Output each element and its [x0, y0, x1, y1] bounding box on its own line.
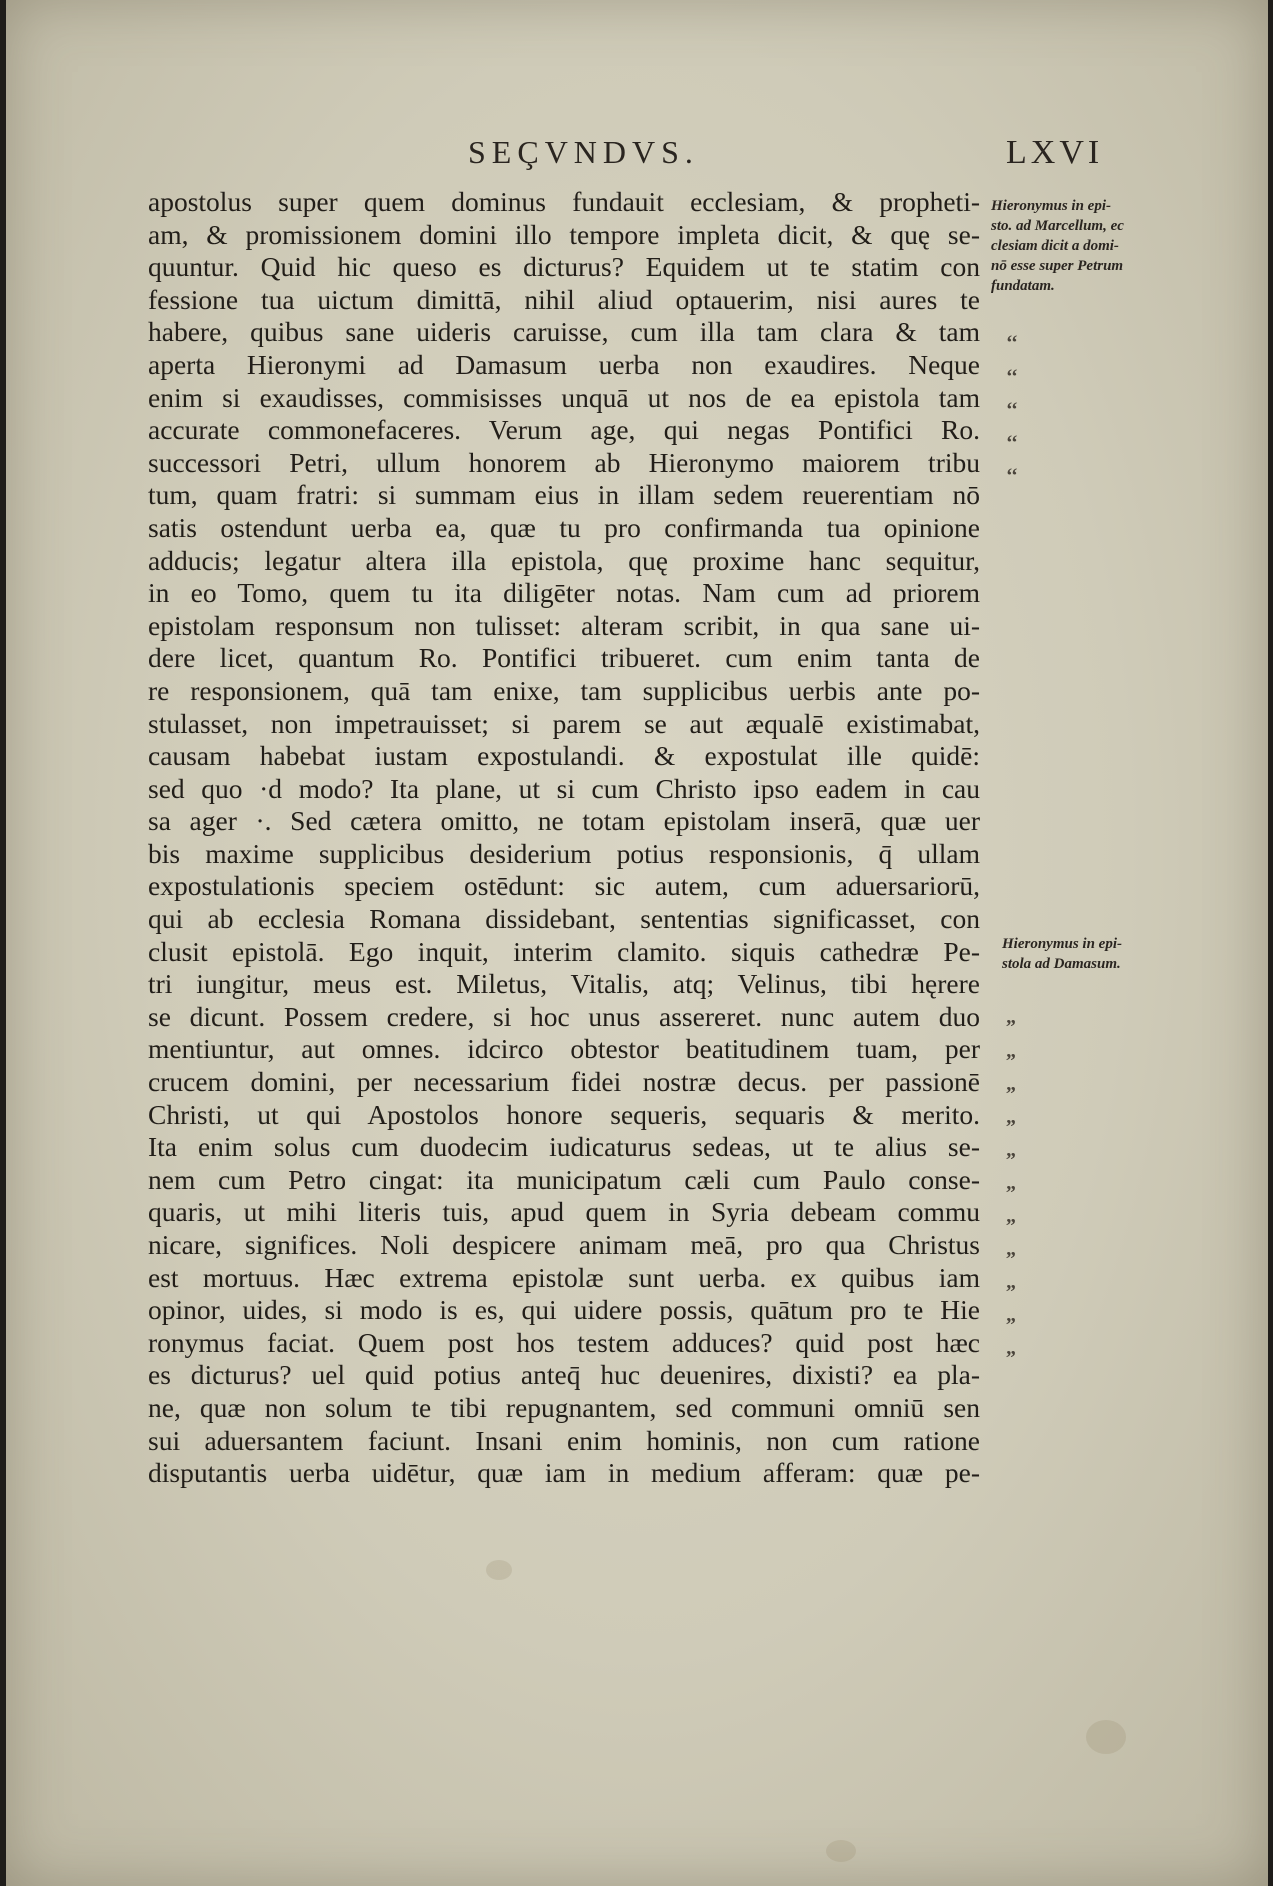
text-line: Ita enim solus cum duodecim iudicaturus sedeas, ut te alius se-	[148, 1131, 980, 1163]
text-line: re responsionem, quā tam enixe, tam supplicibus uerbis ante po-	[148, 674, 980, 706]
marginal-note-line: sto. ad Marcellum, ec	[991, 218, 1124, 234]
text-line: successori Petri, ullum honorem ab Hieronymo maiorem tribu	[148, 446, 980, 478]
text-line: es dicturus? uel quid potius anteq̄ huc deuenires, dixisti? ea pla-	[148, 1359, 980, 1391]
text-line: enim si exaudisses, commisisses unquā ut nos de ea epistola tam	[148, 381, 980, 413]
text-line: Christi, ut qui Apostolos honore sequeris, sequaris & merito.	[148, 1098, 980, 1130]
text-line: se dicunt. Possem credere, si hoc unus assereret. nunc autem duo	[148, 1000, 980, 1032]
text-line: sui aduersantem faciunt. Insani enim hominis, non cum ratione	[148, 1424, 980, 1456]
text-line: qui ab ecclesia Romana dissidebant, sententias significasset, con	[148, 903, 980, 935]
text-line: nem cum Petro cingat: ita municipatum cæli cum Paulo conse-	[148, 1163, 980, 1195]
text-line: expostulationis speciem ostēdunt: sic autem, cum aduersariorū,	[148, 870, 980, 902]
text-line: opinor, uides, si modo is es, qui uidere possis, quātum pro te Hie	[148, 1294, 980, 1326]
quote-mark: „	[1006, 1205, 1016, 1227]
text-line: sed quo ·d modo? Ita plane, ut si cum Christo ipso eadem in cau	[148, 772, 980, 804]
marginal-note-line: stola ad Damasum.	[1002, 956, 1121, 972]
quote-mark: ‘‘	[1006, 432, 1018, 454]
paper-stain	[826, 1840, 856, 1862]
paper-stain	[1086, 1720, 1126, 1754]
text-line: apostolus super quem dominus fundauit ecclesiam, & propheti-	[148, 186, 980, 217]
folio-number: LXVI	[1006, 134, 1104, 171]
paper-stain	[486, 1560, 512, 1580]
quote-mark: „	[1006, 1073, 1016, 1095]
quote-mark: „	[1006, 1337, 1016, 1359]
text-line: quuntur. Quid hic queso es dicturus? Equidem ut te statim con	[148, 251, 980, 283]
marginal-note-line: Hieronymus in epi-	[991, 198, 1112, 214]
text-line: est mortuus. Hæc extrema epistolæ sunt uerba. ex quibus iam	[148, 1261, 980, 1293]
marginal-note-line: clesiam dicit a domi-	[991, 238, 1119, 254]
quote-mark: „	[1006, 1304, 1016, 1326]
quote-mark: „	[1006, 1006, 1016, 1028]
quote-mark: „	[1006, 1040, 1016, 1062]
text-line: tri iungitur, meus est. Miletus, Vitalis, atq; Velinus, tibi hęrere	[148, 968, 980, 1000]
text-line: tum, quam fratri: si summam eius in illam sedem reuerentiam nō	[148, 479, 980, 511]
quote-mark: ‘‘	[1006, 465, 1018, 487]
text-line: clusit epistolā. Ego inquit, interim clamito. siquis cathedræ Pe-	[148, 935, 980, 967]
text-line: accurate commonefaceres. Verum age, qui negas Pontifici Ro.	[148, 414, 980, 446]
text-line: nicare, significes. Noli despicere animam meā, pro qua Christus	[148, 1229, 980, 1260]
text-line: crucem domini, per necessarium fidei nostræ decus. per passionē	[148, 1066, 980, 1098]
book-page	[6, 0, 1268, 1886]
text-line: disputantis uerba uidētur, quæ iam in medium afferam: quæ pe-	[148, 1457, 980, 1489]
marginal-note-marcellum	[991, 196, 1124, 296]
text-line: aperta Hieronymi ad Damasum uerba non exaudires. Neque	[148, 348, 980, 380]
text-line: stulasset, non impetrauisset; si parem se aut æqualē existimabat,	[148, 707, 980, 739]
marginal-note-damasum	[1002, 934, 1122, 974]
quote-mark: „	[1006, 1271, 1016, 1293]
text-line: quaris, ut mihi literis tuis, apud quem in Syria debeam commu	[148, 1196, 980, 1228]
text-line: bis maxime supplicibus desiderium potius responsionis, q̄ ullam	[148, 837, 980, 869]
text-line: causam habebat iustam expostulandi. & expostulat ille quidē:	[148, 740, 980, 772]
quote-mark: „	[1006, 1172, 1016, 1194]
text-line: mentiuntur, aut omnes. idcirco obtestor beatitudinem tuam, per	[148, 1033, 980, 1065]
text-line: ronymus faciat. Quem post hos testem adduces? quid post hæc	[148, 1326, 980, 1358]
marginal-note-line: nō esse super Petrum	[991, 258, 1124, 274]
quote-mark: „	[1006, 1238, 1016, 1260]
marginal-note-line: Hieronymus in epi-	[1002, 936, 1123, 952]
text-line: epistolam responsum non tulisset: alteram scribit, in qua sane ui-	[148, 609, 980, 641]
quote-mark: ‘‘	[1006, 332, 1018, 354]
text-line: ne, quæ non solum te tibi repugnantem, sed communi omniū sen	[148, 1391, 980, 1423]
quote-mark: ‘‘	[1006, 366, 1018, 388]
quote-mark: „	[1006, 1139, 1016, 1161]
text-line: sa ager ·. Sed cætera omitto, ne totam epistolam inserā, quæ uer	[148, 805, 980, 837]
running-head: SEÇVNDVS.	[468, 134, 699, 170]
text-line: in eo Tomo, quem tu ita diligēter notas. Nam cum ad priorem	[148, 577, 980, 609]
text-line: adducis; legatur altera illa epistola, quę proxime hanc sequitur,	[148, 544, 980, 576]
text-line: fessione tua uictum dimittā, nihil aliud optauerim, nisi aures te	[148, 283, 980, 315]
quote-mark: „	[1006, 1106, 1016, 1128]
main-text-block	[148, 186, 980, 1490]
text-line: dere licet, quantum Ro. Pontifici tribueret. cum enim tanta de	[148, 642, 980, 674]
marginal-note-line: fundatam.	[991, 278, 1055, 294]
text-line: satis ostendunt uerba ea, quæ tu pro confirmanda tua opinione	[148, 511, 980, 543]
text-line: am, & promissionem domini illo tempore impleta dicit, & quę se-	[148, 218, 980, 250]
text-line: habere, quibus sane uideris caruisse, cum illa tam clara & tam	[148, 316, 980, 348]
quote-mark: ‘‘	[1006, 399, 1018, 421]
